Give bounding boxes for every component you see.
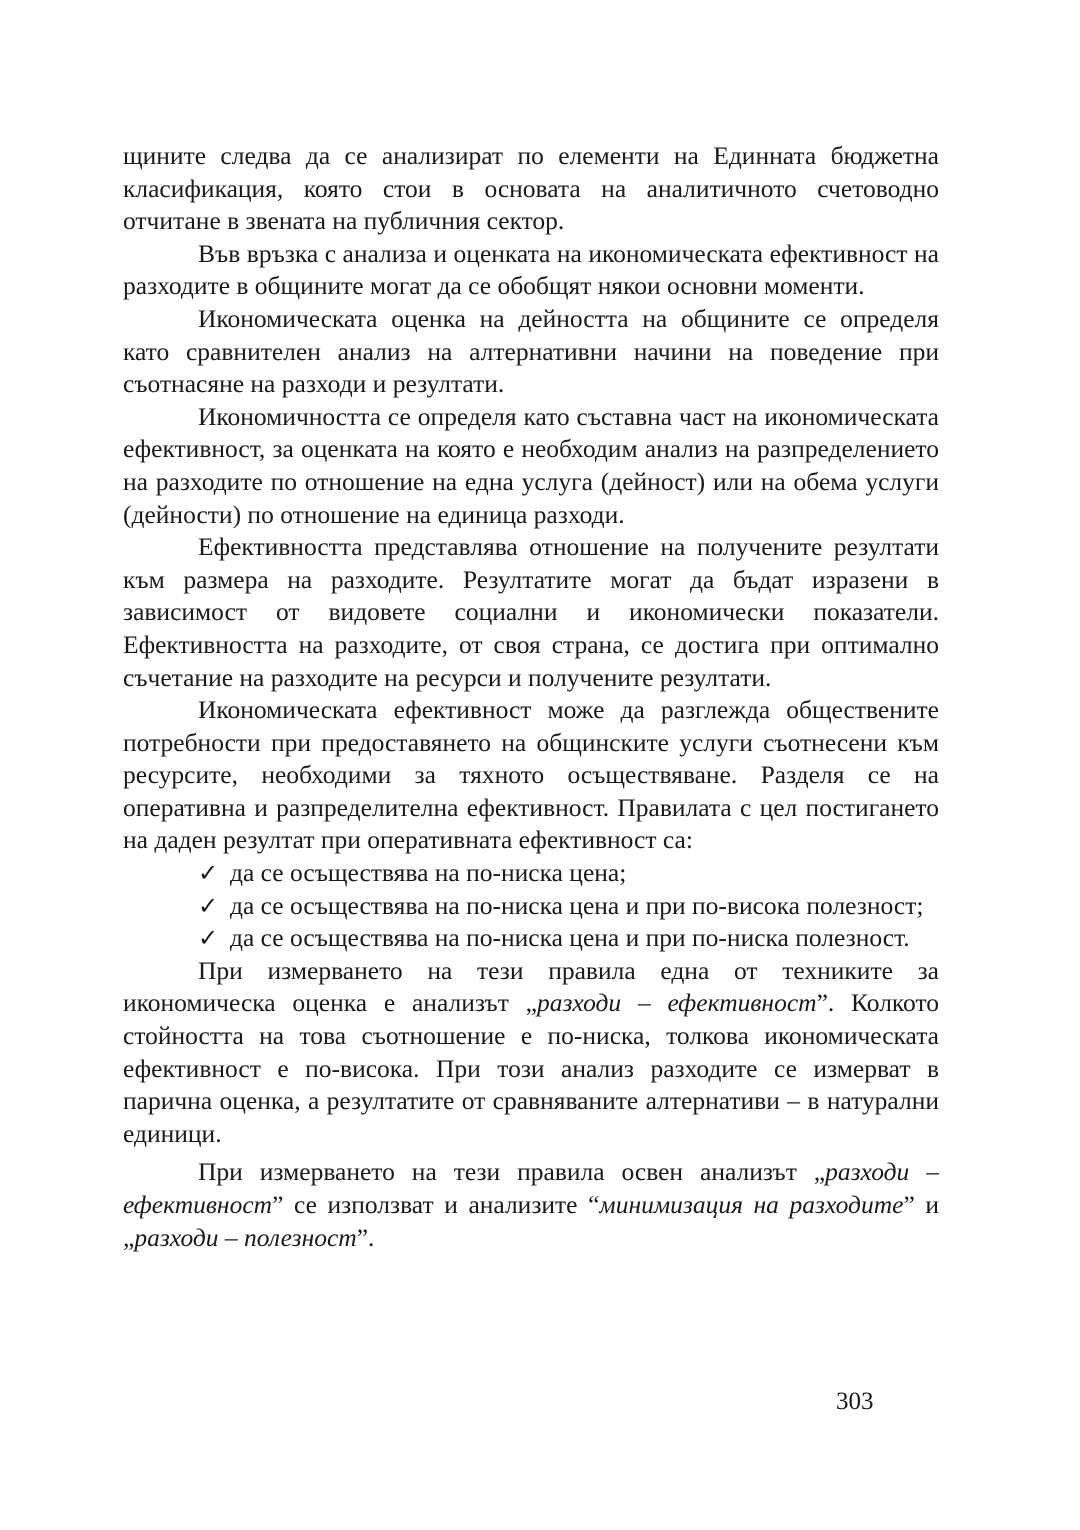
- paragraph: [123, 1156, 939, 1254]
- check-icon: ✓: [198, 859, 219, 888]
- page-number: 303: [836, 1388, 874, 1415]
- page-body: [123, 140, 939, 1254]
- paragraph: Икономическата оценка на дейността на общините се определя като сравнителен анализ на алтернативни начини на поведение при съотнасяне на разходи и резултати.: [123, 303, 939, 399]
- checklist-item: [198, 890, 939, 923]
- text-run: ”. Колкото стойността на това съотношение е по-ниска, толкова икономическата ефективност е по-висока. При този анализ разходите се измерват в парична оценка, а резултатите от сравняваните алтернативи – в натурални единици.: [123, 988, 939, 1148]
- checklist-item: [198, 922, 939, 955]
- checklist-item-text: да се осъществява на по-ниска цена;: [230, 858, 627, 888]
- italic-term: разходи – полезност: [134, 1222, 357, 1252]
- text-run: При измерването на тези правила освен анализът „: [198, 1157, 826, 1187]
- italic-term: минимизация на разходите: [599, 1190, 904, 1219]
- paragraph: Икономичността се определя като съставна част на икономическата ефективност, за оценката на която е необходим анализ на разпределението на разходите по отношение на една услуга (дейност) или на обема услуги (дейности) по отношение на единица разходи.: [123, 401, 939, 529]
- text-run: ”.: [356, 1222, 375, 1252]
- check-icon: ✓: [198, 924, 219, 953]
- text-run: ” и „: [123, 1190, 939, 1252]
- checklist-item: [198, 857, 939, 890]
- italic-term: разходи – ефективност: [123, 1157, 939, 1219]
- checklist-item-text: да се осъществява на по-ниска цена и при по-висока полезност;: [230, 890, 924, 920]
- checklist: [123, 857, 939, 955]
- text-run: ” се използват и анализите “: [272, 1190, 600, 1219]
- paragraph: Икономическата ефективност може да разглежда обществените потребности при предоставянето на общинските услуги съотнесени към ресурсите, необходими за тяхното осъществяване. Разделя се на оперативна и разпределителна ефективност. Правилата с цел постигането на даден резултат при оперативната ефективност са:: [123, 695, 939, 855]
- paragraph: щините следва да се анализират по елементи на Единната бюджетна класификация, която стои в основата на аналитичното счетоводно отчитане в звената на публичния сектор.: [123, 141, 939, 236]
- checklist-item-text: да се осъществява на по-ниска цена и при по-ниска полезност.: [230, 923, 910, 953]
- paragraph: Ефективността представлява отношение на получените резултати към размера на разходите. Резултатите могат да бъдат изразени в зависимост от видовете социални и икономически показатели. Ефективността на разходите, от своя страна, се достига при оптимално съчетание на разходите на ресурси и получените резултати.: [123, 532, 939, 692]
- paragraph: Във връзка с анализа и оценката на икономическата ефективност на разходите в общините могат да се обобщят някои основни моменти.: [123, 238, 939, 301]
- text-run: При измерването на тези правила една от техниките за икономическа оценка е анализът „: [123, 955, 939, 1018]
- check-icon: ✓: [198, 891, 219, 920]
- paragraph: [123, 955, 939, 1151]
- italic-term: разходи – ефективност: [536, 988, 817, 1018]
